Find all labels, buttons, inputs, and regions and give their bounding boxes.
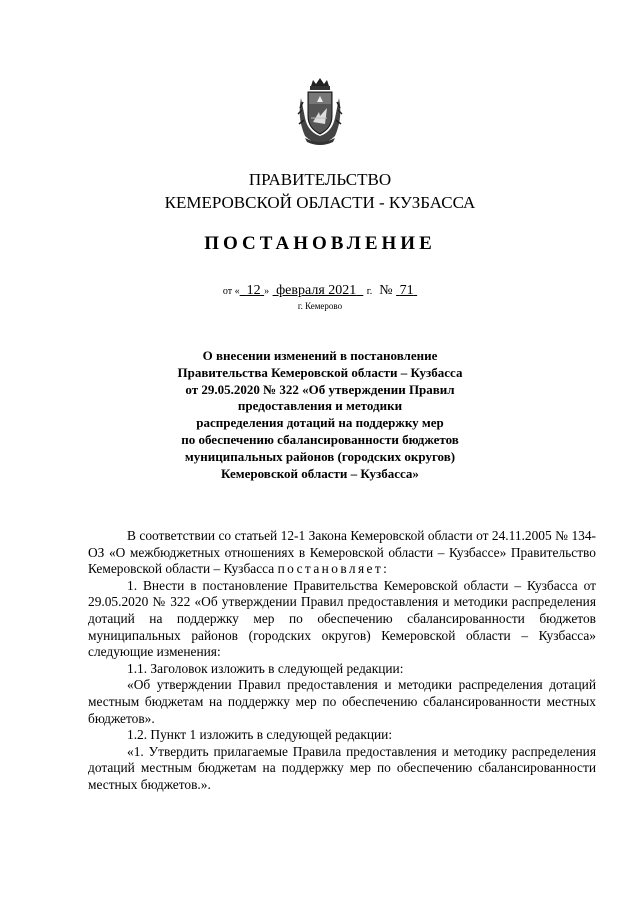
- title-line: от 29.05.2020 № 322 «Об утверждении Правил: [185, 381, 455, 397]
- document-body: [88, 528, 596, 794]
- title-line: Правительства Кемеровской области – Кузбасса: [177, 364, 463, 380]
- title-line: О внесении изменений в постановление: [202, 348, 438, 363]
- document-type-heading: ПОСТАНОВЛЕНИЕ: [204, 233, 436, 254]
- paragraph-item-1-2-text: «1. Утвердить прилагаемые Правила предоставления и методику распределения дотаций местным бюджетам на поддержку мер по обеспечению сбалансированности местных бюджетов.».: [88, 743, 596, 792]
- title-line: муниципальных районов (городских округов): [184, 448, 456, 464]
- paragraph-item-1-2: 1.2. Пункт 1 изложить в следующей редакции:: [127, 727, 393, 743]
- number-sign: №: [379, 283, 393, 298]
- title-line: Кемеровской области – Кузбасса»: [221, 465, 419, 481]
- preamble-paragraph: В соответствии со статьей 12-1 Закона Кемеровской области от 24.11.2005 № 134-ОЗ «О межбюджетных отношениях в Кемеровской области – Кузбассе» Правительство Кемеровской области – Кузбасса постановляет:: [88, 528, 596, 577]
- date-prefix: от «: [222, 286, 240, 297]
- city-label: г. Кемерово: [297, 301, 343, 311]
- document-title: [150, 348, 490, 482]
- date-day: 12: [246, 283, 261, 298]
- title-line: по обеспечению сбалансированности бюджетов: [181, 431, 459, 447]
- date-month-year: февраля 2021: [276, 283, 357, 298]
- title-line: предоставления и методики: [237, 398, 403, 414]
- paragraph-item-1: 1. Внести в постановление Правительства Кемеровской области – Кузбасса от 29.05.2020 № 322 «Об утверждении Правил предоставления и методики распределения дотаций на поддержку мер по обеспечению сбалансированности бюджетов муниципальных районов (городских округов) Кемеровской области – Кузбасса» следующие изменения:: [88, 577, 596, 660]
- authority-line-1: ПРАВИТЕЛЬСТВО: [248, 170, 392, 189]
- title-line: распределения дотаций на поддержку мер: [196, 415, 444, 431]
- date-year-suffix: г.: [366, 286, 373, 297]
- date-number-line: [0, 283, 640, 300]
- paragraph-item-1-1: 1.1. Заголовок изложить в следующей редакции:: [127, 660, 404, 676]
- paragraph-item-1-1-text: «Об утверждении Правил предоставления и методики распределения дотаций местным бюджетам на поддержку мер по обеспечению сбалансированности местных бюджетов».: [88, 677, 596, 726]
- authority-line-2: КЕМЕРОВСКОЙ ОБЛАСТИ - КУЗБАССА: [164, 193, 476, 212]
- document-number: 71: [399, 283, 414, 298]
- date-close-quote: »: [264, 286, 270, 297]
- coat-of-arms-icon: [297, 78, 343, 146]
- resolves-word: постановляет:: [277, 561, 390, 577]
